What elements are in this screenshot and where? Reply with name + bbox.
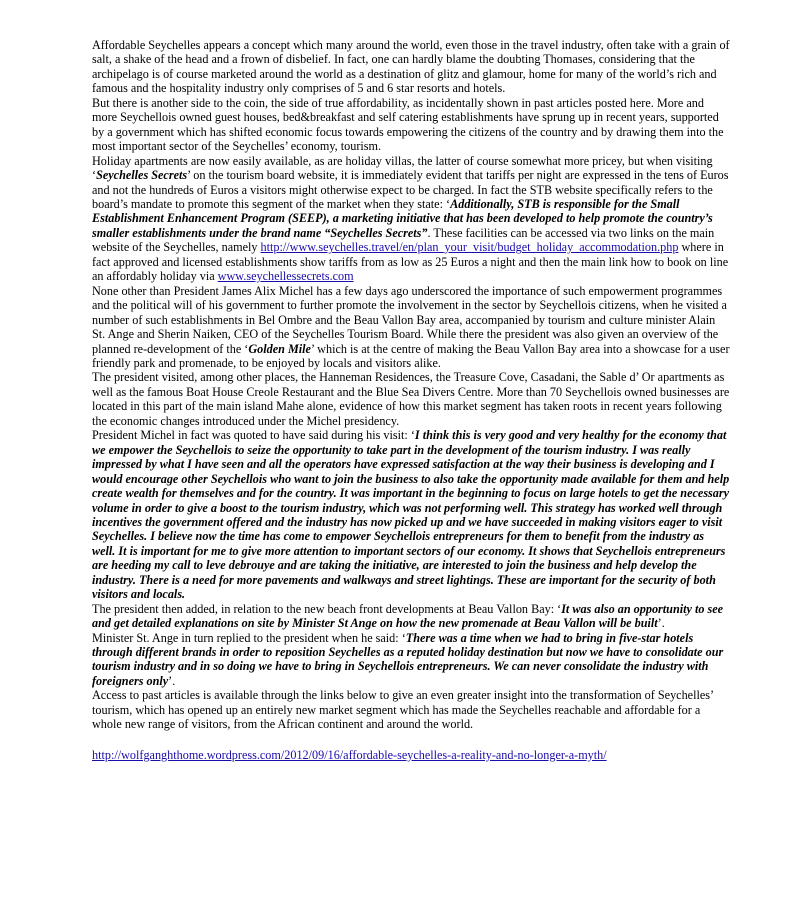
quote-president-michel: I think this is very good and very healthy for the economy that we empower the Seychellois to seize the opportunity to take part in the development of the tourism industry. I was really impressed by what I have seen and all the operators have expressed satisfaction at the way their business is developing and I would encourage other Seychellois who want to join the business to also take the opportunity made available for them and help create wealth for themselves and for the country. It was important in the beginning to focus on large hotels to get the necessary volume in order to give a boost to the tourism industry, which was not performing well. This strategy has worked well through incentives the government offered and the industry has now picked up and we have succeeded in making visitors eager to visit Seychelles. I believe now the time has come to empower Seychellois entrepreneurs for them to benefit from the industry as well. It is important for me to give more attention to important sectors of our economy. It shows that Seychellois entrepreneurs are heeding my call to leve debrouye and are taking the initiative, are interested to join the business and help develop the industry. There is a need for more pavements and walkways and street lightings. These are important for the security of both visitors and locals. <box>92 428 730 602</box>
text-run: President Michel in fact was quoted to have said during his visit: ‘ <box>92 428 415 443</box>
paragraph-president-quote <box>92 428 730 601</box>
source-paragraph <box>92 748 730 762</box>
seychelles-secrets-link[interactable]: www.seychellessecrets.com <box>217 269 354 284</box>
source-link[interactable]: http://wolfganghthome.wordpress.com/2012/09/16/affordable-seychelles-a-reality-and-no-longer-a-myth/ <box>92 747 607 762</box>
text-run: Holiday apartments are now easily available, as are holiday villas, the latter of course somewhat more pricey, but when visiting ‘ <box>92 153 713 183</box>
quote-minister-st-ange: There was a time when we had to bring in five-star hotels through different brands in order to reposition Seychelles as a reputed holiday destination but now we have to consolidate our tourism industry and in so doing we have to bring in Seychellois entrepreneurs. We can never consolidate the industry with foreigners only <box>92 630 724 688</box>
text-run: . These facilities can be accessed via two links on the main website of the Seychelles, namely <box>92 225 715 255</box>
paragraph-holiday-apartments <box>92 154 730 284</box>
text-run: The president then added, in relation to the new beach front developments at Beau Vallon Bay: ‘ <box>92 601 562 616</box>
text-run: ’ which is at the centre of making the Beau Vallon Bay area into a showcase for a user friendly park and promenade, to be enjoyed by locals and visitors alike. <box>92 341 730 370</box>
text-run: ’ on the tourism board website, it is immediately evident that tariffs per night are expressed in the tens of Euros and not the hundreds of Euros a visitors might otherwise expect to be charged. In fact the STB website specifically refers to the board’s mandate to promote this segment of the market when they state: ‘ <box>92 168 729 211</box>
paragraph-past-articles: Access to past articles is available through the links below to give an even greater insight into the transformation of Seychelles’ tourism, which has opened up an entirely new market segment which has made the Seychelles reachable and affordable for a whole new range of visitors, from the African continent and around the world. <box>92 688 714 732</box>
paragraph-intro: Affordable Seychelles appears a concept which many around the world, even those in the travel industry, often take with a grain of salt, a shake of the head and a frown of disbelief. In fact, one can hardly blame the doubting Thomases, considering that the archipelago is of course marketed around the world as a destination of glitz and glamour, home for many of the world’s rich and famous and the hospitality industry only comprises of 5 and 6 star resorts and hotels. <box>92 38 730 96</box>
quote-promenade: It was also an opportunity to see and get detailed explanations on site by Minister St Ange on how the new promenade at Beau Vallon will be built <box>92 601 724 631</box>
paragraph-places-visited: The president visited, among other places, the Hanneman Residences, the Treasure Cove, Casadani, the Sable d’ Or apartments as well as the famous Boat House Creole Restaurant and the Blue Sea Divers Centre. More than 70 Seychellois owned businesses are located in this part of the main island Mahe alone, evidence of how this market segment has taken roots in recent years following the economic changes introduced under the Michel presidency. <box>92 370 730 428</box>
emphasis-golden-mile: Golden Mile <box>248 341 311 356</box>
paragraph-president-added <box>92 602 730 631</box>
budget-accommodation-link[interactable]: http://www.seychelles.travel/en/plan_your_visit/budget_holiday_accommodation.php <box>260 240 679 255</box>
paragraph-minister-reply <box>92 631 730 689</box>
paragraph-affordability: But there is another side to the coin, the side of true affordability, as incidentally shown in past articles posted here. More and more Seychellois owned guest houses, bed&breakfast and self catering establishments have sprung up in recent years, supported by a government which has shifted economic focus towards empowering the citizens of the country and by drawing them into the most important sector of the Seychelles’ economy, tourism. <box>92 95 724 154</box>
text-run: Minister St. Ange in turn replied to the president when he said: ‘ <box>92 630 406 645</box>
text-run: ’. <box>168 673 176 688</box>
text-run: None other than President James Alix Michel has a few days ago underscored the importance of such empowerment programmes and the political will of his government to further promote the involvement in the sector by Seychellois citizens, when he visited a number of such establishments in Bel Ombre and the Beau Vallon Bay area, accompanied by tourism and culture minister Alain St. Ange and Sherin Naiken, CEO of the Seychelles Tourism Board. While there the president was also given an overview of the planned re-development of the ‘ <box>92 283 727 356</box>
paragraph-president-visit <box>92 284 730 371</box>
text-run: where in fact approved and licensed establishments show tariffs from as low as 25 Euros a night and then the main link how to book on line an affordably holiday via <box>92 240 729 284</box>
quote-stb-mandate: Additionally, STB is responsible for the Small Establishment Enhancement Program (SEEP), a marketing initiative that has been developed to help promote the country’s smaller establishments under the brand name “Seychelles Secrets” <box>92 196 713 240</box>
text-run: ’. <box>657 616 665 631</box>
emphasis-seychelles-secrets: Seychelles Secrets <box>96 168 188 183</box>
